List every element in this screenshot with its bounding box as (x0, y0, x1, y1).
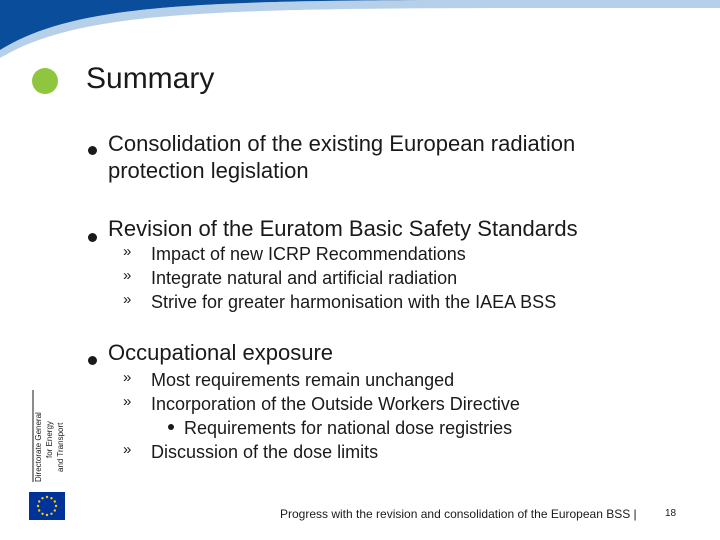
eu-star-icon (54, 500, 56, 502)
title-bullet-icon (32, 68, 58, 94)
bullet-revision: Revision of the Euratom Basic Safety Standards (108, 216, 578, 241)
subitem-requirements: Most requirements remain unchanged (151, 370, 455, 390)
subitem-dose-limits: Discussion of the dose limits (151, 442, 379, 462)
chevron-icon: » (123, 267, 132, 284)
eu-star-icon (37, 505, 39, 507)
bullet-consolidation-line2: protection legislation (108, 158, 309, 183)
subitem-iaea: Strive for greater harmonisation with the IAEA BSS (151, 292, 557, 312)
chevron-icon: » (123, 369, 132, 386)
bullet-dot-icon (88, 146, 97, 155)
logo-line3: and Transport (56, 422, 65, 472)
bullet-consolidation (108, 130, 575, 184)
logo-line1: Directorate General (34, 412, 43, 482)
bullet-consolidation-line1: Consolidation of the existing European radiation (108, 131, 576, 156)
bullet-dot-icon (88, 233, 97, 242)
logo-line2: for Energy (45, 421, 54, 458)
eu-star-icon (55, 505, 57, 507)
eu-star-icon (50, 513, 52, 515)
page-number: 18 (665, 508, 677, 519)
slide-title: Summary (86, 62, 215, 95)
sub-bullet-dot-icon (168, 424, 174, 430)
eu-star-icon (41, 497, 43, 499)
eu-star-icon (38, 500, 40, 502)
chevron-icon: » (123, 243, 132, 260)
chevron-icon: » (123, 393, 132, 410)
bullet-dot-icon (88, 356, 97, 365)
subsubitem-dose-registries: Requirements for national dose registries (184, 418, 513, 438)
eu-star-icon (50, 497, 52, 499)
eu-flag-icon (29, 492, 65, 520)
subitem-outside-workers: Incorporation of the Outside Workers Directive (151, 394, 520, 414)
dg-tren-logo (30, 388, 70, 484)
eu-star-icon (38, 509, 40, 511)
chevron-icon: » (123, 291, 132, 308)
bullet-occupational: Occupational exposure (108, 340, 334, 365)
eu-star-icon (46, 514, 48, 516)
footer-title: Progress with the revision and consolidation of the European BSS | (280, 507, 637, 521)
chevron-icon: » (123, 441, 132, 458)
eu-star-icon (41, 513, 43, 515)
subitem-natural-radiation: Integrate natural and artificial radiation (151, 268, 458, 288)
eu-star-icon (46, 496, 48, 498)
eu-star-icon (54, 509, 56, 511)
subitem-icrp: Impact of new ICRP Recommendations (151, 244, 466, 264)
